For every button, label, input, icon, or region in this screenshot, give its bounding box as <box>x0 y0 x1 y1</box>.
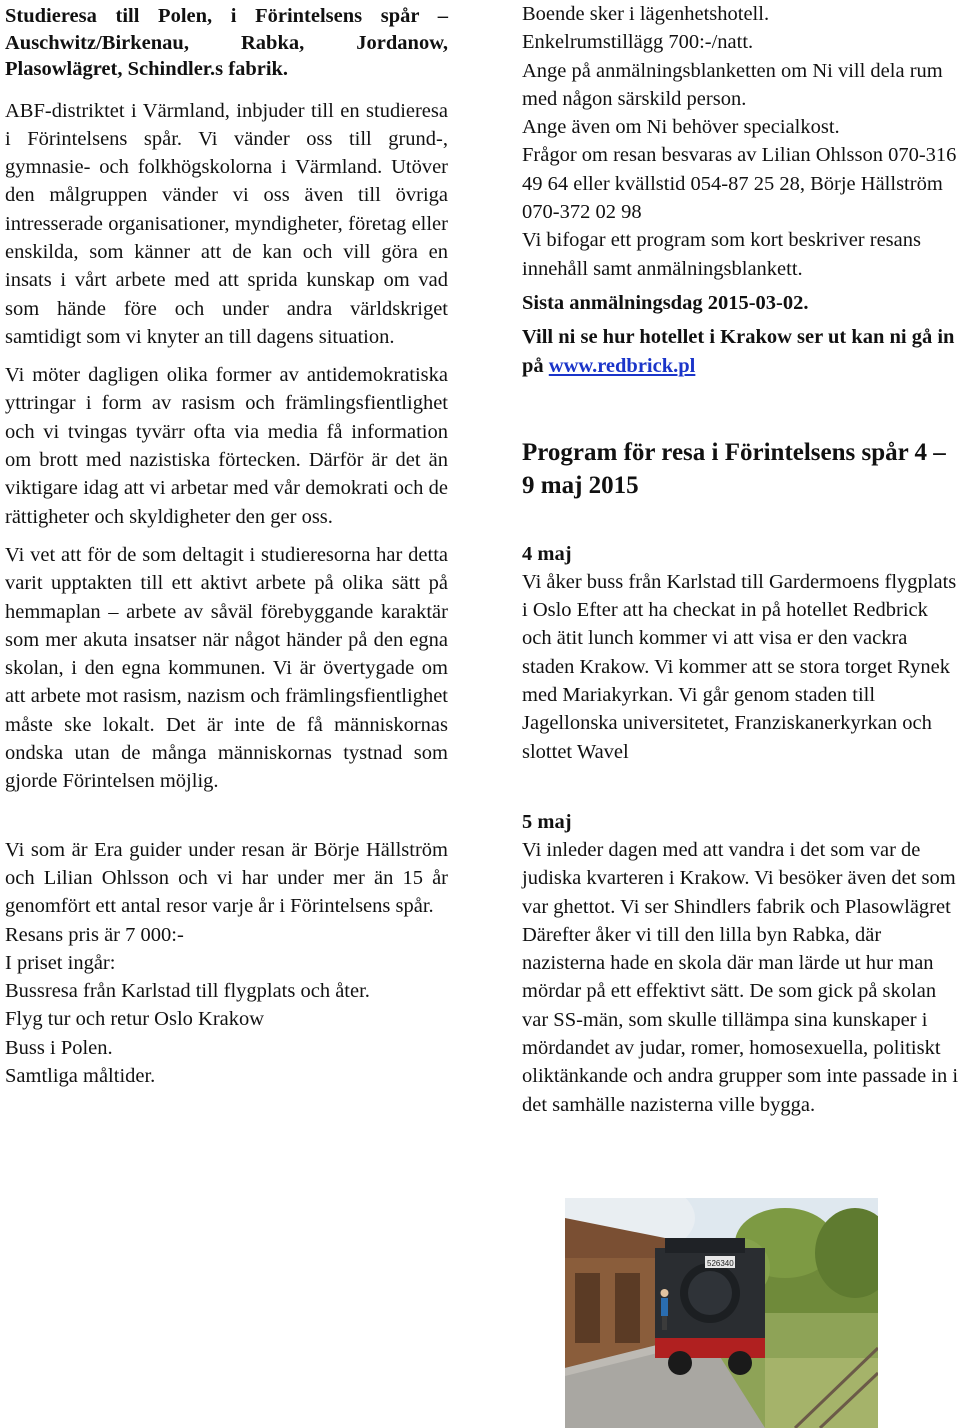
paragraph-local-work: Vi vet att för de som deltagit i studieresorna har detta varit upptakten till ett aktivt arbete på olika sätt på hemmaplan – arbete av såväl förebyggande karaktär som mer akuta insatser när något händer på den egna skolan, i den egna kommunen. Vi är övertygade om att arbete mot rasism, nazism och främlingsfientlighet måste ske lokalt. Det är inte de få människornas ondska utan de många människornas tystnad som gjorde Förintelsen möjlig. <box>5 543 448 793</box>
lodging-line: Boende sker i lägenhetshotell. <box>522 3 770 25</box>
attachments-line: Vi bifogar ett program som kort beskriver resans innehåll samt anmälningsblankett. <box>522 229 921 280</box>
included-item: Buss i Polen. <box>5 1036 113 1059</box>
hotel-website-link[interactable]: www.redbrick.pl <box>548 354 696 377</box>
registration-deadline: Sista anmälningsdag 2015-03-02. <box>522 291 809 314</box>
day-heading-5-maj: 5 maj <box>522 810 572 833</box>
paragraph-democracy: Vi möter dagligen olika former av antidemokratiska yttringar i form av rasism och främlingsfientlighet och vi tvingas tyvärr ofta via media få information om brott med nazistiska förtecken. Därför är det än viktigare idag att vi arbetar med vår demokrati och de rättigheter och skyldigheter den ger oss. <box>5 364 448 528</box>
locomotive-illustration <box>565 1198 878 1428</box>
special-diet-line: Ange även om Ni behöver specialkost. <box>522 116 840 139</box>
included-item: Flyg tur och retur Oslo Krakow <box>5 1008 265 1031</box>
left-column <box>5 0 448 1090</box>
day-heading-4-maj: 4 maj <box>522 542 572 565</box>
day-text-5-maj: Vi inleder dagen med att vandra i det som var de judiska kvarteren i Krakow. Vi besöker även det som var ghettot. Vi ser Shindlers fabrik och Plasowlägret Därefter åker vi till den lilla byn Rabka, där nazisterna hade en skola där man lärde ut hur man mördar på ett effektivt sätt. De som gick på skolan var SS-män, som skulle tillämpa sina kunskaper i mördandet av judar, romer, homosexuella, politiskt oliktänkande och andra grupper som inte passade in i det samhälle nazisterna ville bygga. <box>522 838 959 1116</box>
single-room-line: Enkelrumstillägg 700:-/natt. <box>522 31 754 54</box>
hotel-info-text: Vill ni se hur hotellet i Krakow ser ut kan ni gå in på <box>522 326 955 377</box>
share-room-line: Ange på anmälningsblanketten om Ni vill dela rum med någon särskild person. <box>522 59 943 110</box>
paragraph-guides: Vi som är Era guider under resan är Börje Hällström och Lilian Ohlsson och vi har under mer än 15 år genomfört ett antal resor varje år i Förintelsens spår. <box>5 838 448 918</box>
hotel-info <box>522 323 960 380</box>
included-label: I priset ingår: <box>5 951 116 974</box>
program-heading: Program för resa i Förintelsens spår 4 – 9 maj 2015 <box>522 438 946 499</box>
included-item: Bussresa från Karlstad till flygplats och åter. <box>5 980 370 1003</box>
locomotive-photo <box>565 1198 878 1428</box>
locomotive-number: 526340 <box>707 1259 734 1268</box>
document-title: Studieresa till Polen, i Förintelsens spår – Auschwitz/Birkenau, Rabka, Jordanow, Plasowlägret, Schindler.s fabrik. <box>5 5 448 80</box>
day-text-4-maj: Vi åker buss från Karlstad till Gardermoens flygplats i Oslo Efter att ha checkat in på hotellet Redbrick och ätit lunch kommer vi att visa er den vackra staden Krakow. Vi kommer att se stora torget Rynek med Mariakyrkan. Vi går genom staden till Jagellonska universitetet, Franziskanerkyrkan och slottet Wavel <box>522 570 957 763</box>
right-column <box>522 0 960 1119</box>
intro-paragraph: ABF-distriktet i Värmland, inbjuder till en studieresa i Förintelsens spår. Vi vänder oss till grund-, gymnasie- och folkhögskolorna i Värmland. Utöver den målgruppen vänder vi oss även till övriga intresserade organisationer, myndigheter, företag eller enskilda, som känner att de kan och vill göra en insats i vårt arbete med att sprida kunskap om vad som hände före och under andra världskriget samtidigt som vi knyter an till dagens situation. <box>5 99 448 348</box>
included-item: Samtliga måltider. <box>5 1065 156 1087</box>
contact-line: Frågor om resan besvaras av Lilian Ohlsson 070-316 49 64 eller kvällstid 054-87 25 28, Börje Hällström 070-372 02 98 <box>522 144 957 224</box>
price-line: Resans pris är 7 000:- <box>5 923 184 946</box>
